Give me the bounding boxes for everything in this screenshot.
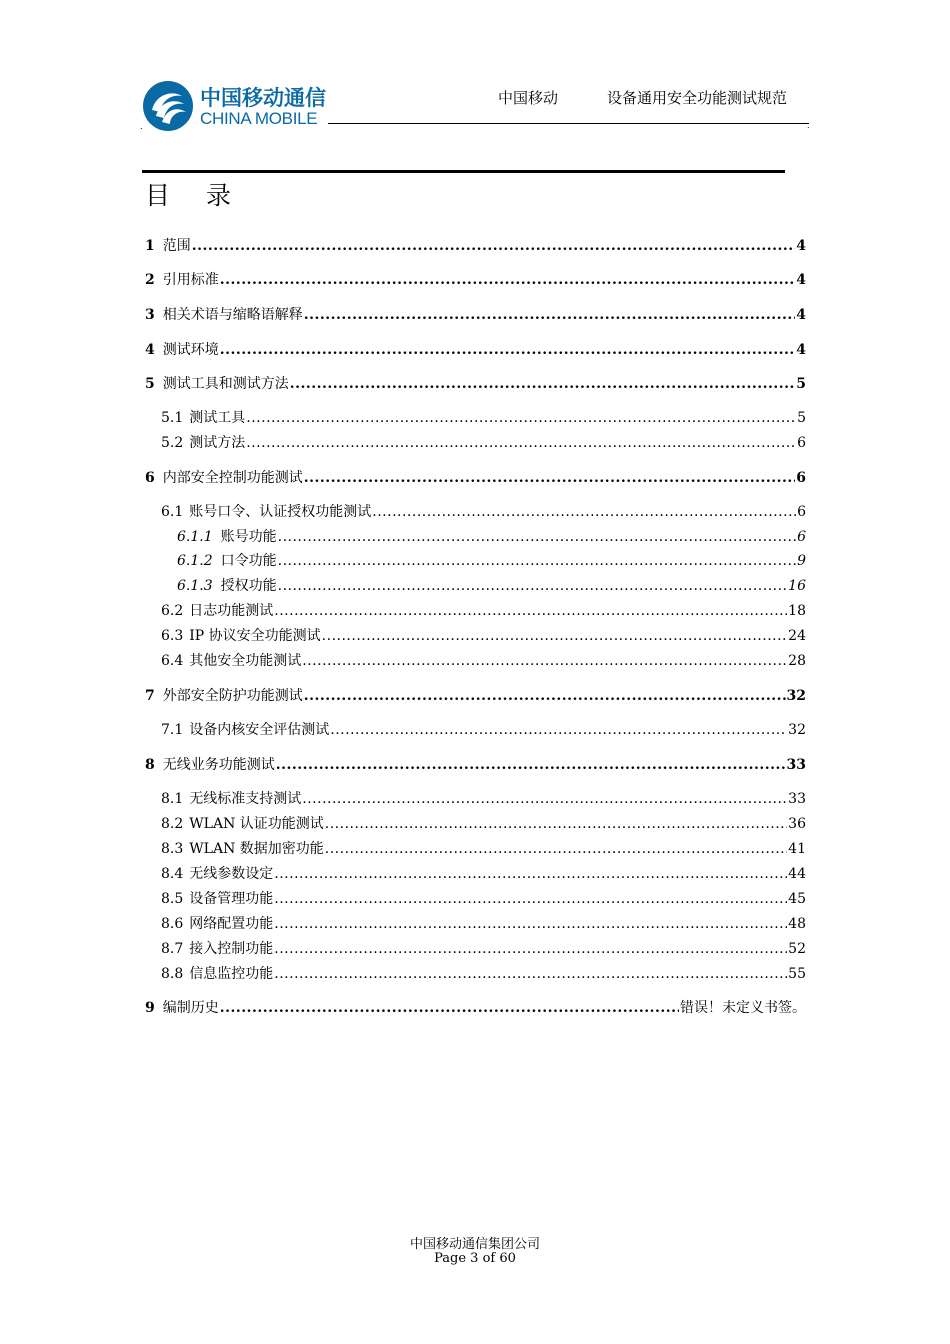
toc-entry[interactable] [161,651,806,671]
toc-entry[interactable] [145,468,806,488]
china-mobile-logo [142,80,328,132]
header-company: 中国移动 [498,89,559,107]
toc-entry-page: 44 [788,866,806,882]
toc-dot-leader [274,889,787,909]
toc-entry-page: 33 [788,791,806,807]
toc-entry[interactable] [145,340,806,360]
toc-entry-number: 5 [145,376,155,392]
toc-entry-title: 无线标准支持测试 [189,791,302,807]
toc-entry-page: 4 [796,307,806,323]
toc-entry-title: 范围 [162,238,191,254]
toc-dot-leader [220,340,796,360]
toc-entry[interactable] [161,408,806,428]
toc-entry-page: 18 [788,603,806,619]
toc-entry-title: 设备内核安全评估测试 [189,722,330,738]
toc-entry-number: 6.1 [161,504,184,520]
toc-entry-title: 其他安全功能测试 [189,653,302,669]
toc-dot-leader [304,305,796,325]
toc-dot-leader [302,651,787,671]
footer-page-number: Page 3 of 60 [434,1251,516,1266]
toc-dot-leader [274,914,787,934]
toc-dot-leader [330,720,787,740]
toc-dot-leader [220,270,796,290]
title-char-2: 录 [206,181,232,210]
toc-entry-page: 4 [796,342,806,358]
toc-entry-number: 6.1.3 [177,578,213,594]
toc-entry-page: 16 [788,578,806,594]
toc-entry-page: 41 [788,841,806,857]
header-mark-right: . [807,121,810,130]
toc-entry[interactable] [161,839,806,859]
toc-entry[interactable] [161,939,806,959]
toc-entry[interactable] [161,433,806,453]
header-mark-left: . [140,122,143,131]
toc-entry-number: 8.6 [161,916,184,932]
toc-entry-number: 7 [145,688,155,704]
toc-entry-number: 3 [145,307,155,323]
toc-entry[interactable] [177,551,806,571]
toc-entry-title: 日志功能测试 [189,603,274,619]
toc-entry-page: 36 [788,816,806,832]
toc-entry-number: 1 [145,238,155,254]
toc-entry-title: WLAN 数据加密功能 [189,841,324,857]
toc-entry-title: 口令功能 [220,553,277,569]
toc-entry-page: 6 [797,529,806,545]
toc-entry[interactable] [161,626,806,646]
toc-dot-leader [278,576,788,596]
toc-entry-number: 8.4 [161,866,184,882]
toc-dot-leader [274,964,787,984]
toc-entry-page: 45 [788,891,806,907]
toc-entry[interactable] [161,720,806,740]
toc-dot-leader [325,814,787,834]
toc-entry-number: 6.1.2 [177,553,213,569]
toc-entry-title: 无线业务功能测试 [162,757,275,773]
toc-entry[interactable] [177,576,806,596]
toc-entry[interactable] [161,889,806,909]
toc-entry-title: 内部安全控制功能测试 [162,470,303,486]
toc-dot-leader [246,408,796,428]
toc-entry[interactable] [161,502,806,522]
toc-entry-title: 外部安全防护功能测试 [162,688,303,704]
toc-entry-title: 相关术语与缩略语解释 [162,307,303,323]
toc-entry[interactable] [161,914,806,934]
toc-entry-number: 5.1 [161,410,184,426]
toc-dot-leader [220,998,679,1018]
toc-entry[interactable] [161,789,806,809]
toc-entry-title: 测试方法 [189,435,246,451]
toc-entry[interactable] [177,527,806,547]
toc-entry-number: 8.7 [161,941,184,957]
toc-entry-number: 8.8 [161,966,184,982]
toc-entry-page: 55 [788,966,806,982]
header-document-title: 设备通用安全功能测试规范 [607,89,788,107]
toc-dot-leader [278,527,796,547]
toc-entry-number: 6.3 [161,628,184,644]
toc-entry-page: 52 [788,941,806,957]
toc-entry-number: 6 [145,470,155,486]
toc-entry[interactable] [145,374,806,394]
toc-entry-number: 6.1.1 [177,529,213,545]
toc-entry-number: 4 [145,342,155,358]
toc-entry-page: 48 [788,916,806,932]
toc-entry-title: 测试工具和测试方法 [162,376,289,392]
toc-entry-number: 7.1 [161,722,184,738]
toc-entry-page: 4 [796,238,806,254]
toc-entry-number: 5.2 [161,435,184,451]
toc-entry-page: 6 [796,470,806,486]
toc-entry-page: 6 [797,435,806,451]
toc-entry-number: 8 [145,757,155,773]
toc-entry-title: 测试环境 [162,342,219,358]
toc-entry-page: 33 [786,757,806,773]
toc-dot-leader [276,755,786,775]
header-rule [328,123,809,124]
toc-entry-page: 32 [786,688,806,704]
toc-entry-title: 接入控制功能 [189,941,274,957]
toc-entry[interactable] [145,270,806,290]
toc-entry[interactable] [161,964,806,984]
toc-entry-page: 错误！未定义书签。 [680,1000,806,1016]
toc-entry[interactable] [145,998,806,1018]
toc-entry-title: 账号功能 [220,529,277,545]
page-title [145,176,231,212]
china-mobile-logo-icon [142,80,194,132]
toc-dot-leader [274,601,787,621]
toc-entry-title: 引用标准 [162,272,219,288]
toc-entry-page: 5 [796,376,806,392]
toc-entry-number: 2 [145,272,155,288]
toc-entry-title: 信息监控功能 [189,966,274,982]
toc-entry-number: 6.2 [161,603,184,619]
toc-entry-title: WLAN 认证功能测试 [189,816,324,832]
toc-entry[interactable] [161,601,806,621]
toc-entry-page: 28 [788,653,806,669]
toc-entry[interactable] [145,755,806,775]
toc-dot-leader [246,433,796,453]
logo-chinese-text: 中国移动通信 [200,86,326,110]
toc-entry-title: 网络配置功能 [189,916,274,932]
toc-entry[interactable] [145,305,806,325]
toc-entry-page: 6 [797,504,806,520]
toc-entry-page: 4 [796,272,806,288]
toc-entry[interactable] [161,814,806,834]
toc-entry-number: 8.1 [161,791,184,807]
title-rule [142,170,785,173]
toc-entry-title: 编制历史 [162,1000,219,1016]
toc-dot-leader [325,839,787,859]
toc-entry-title: 授权功能 [220,578,277,594]
footer-company: 中国移动通信集团公司 [409,1237,540,1252]
logo-english-text: CHINA MOBILE [200,109,318,128]
toc-dot-leader [274,939,787,959]
toc-dot-leader [290,374,796,394]
toc-entry-title: 无线参数设定 [189,866,274,882]
toc-entry-number: 6.4 [161,653,184,669]
toc-dot-leader [274,864,787,884]
toc-entry-title: 设备管理功能 [189,891,274,907]
toc-dot-leader [304,686,786,706]
toc-entry-title: 测试工具 [189,410,246,426]
toc-entry[interactable] [145,686,806,706]
toc-dot-leader [304,468,796,488]
toc-entry-number: 9 [145,1000,155,1016]
toc-entry-title: IP 协议安全功能测试 [189,628,321,644]
toc-entry-page: 5 [797,410,806,426]
toc-entry-number: 8.2 [161,816,184,832]
toc-entry-number: 8.5 [161,891,184,907]
toc-entry[interactable] [161,864,806,884]
toc-dot-leader [192,236,796,256]
toc-dot-leader [322,626,788,646]
title-char-1: 目 [145,181,171,210]
toc-dot-leader [372,502,796,522]
toc-entry-title: 账号口令、认证授权功能测试 [189,504,372,520]
toc-entry-page: 9 [797,553,806,569]
toc-dot-leader [278,551,796,571]
toc-entry[interactable] [145,236,806,256]
toc-entry-page: 24 [788,628,806,644]
toc-dot-leader [302,789,787,809]
toc-entry-page: 32 [788,722,806,738]
toc-entry-number: 8.3 [161,841,184,857]
